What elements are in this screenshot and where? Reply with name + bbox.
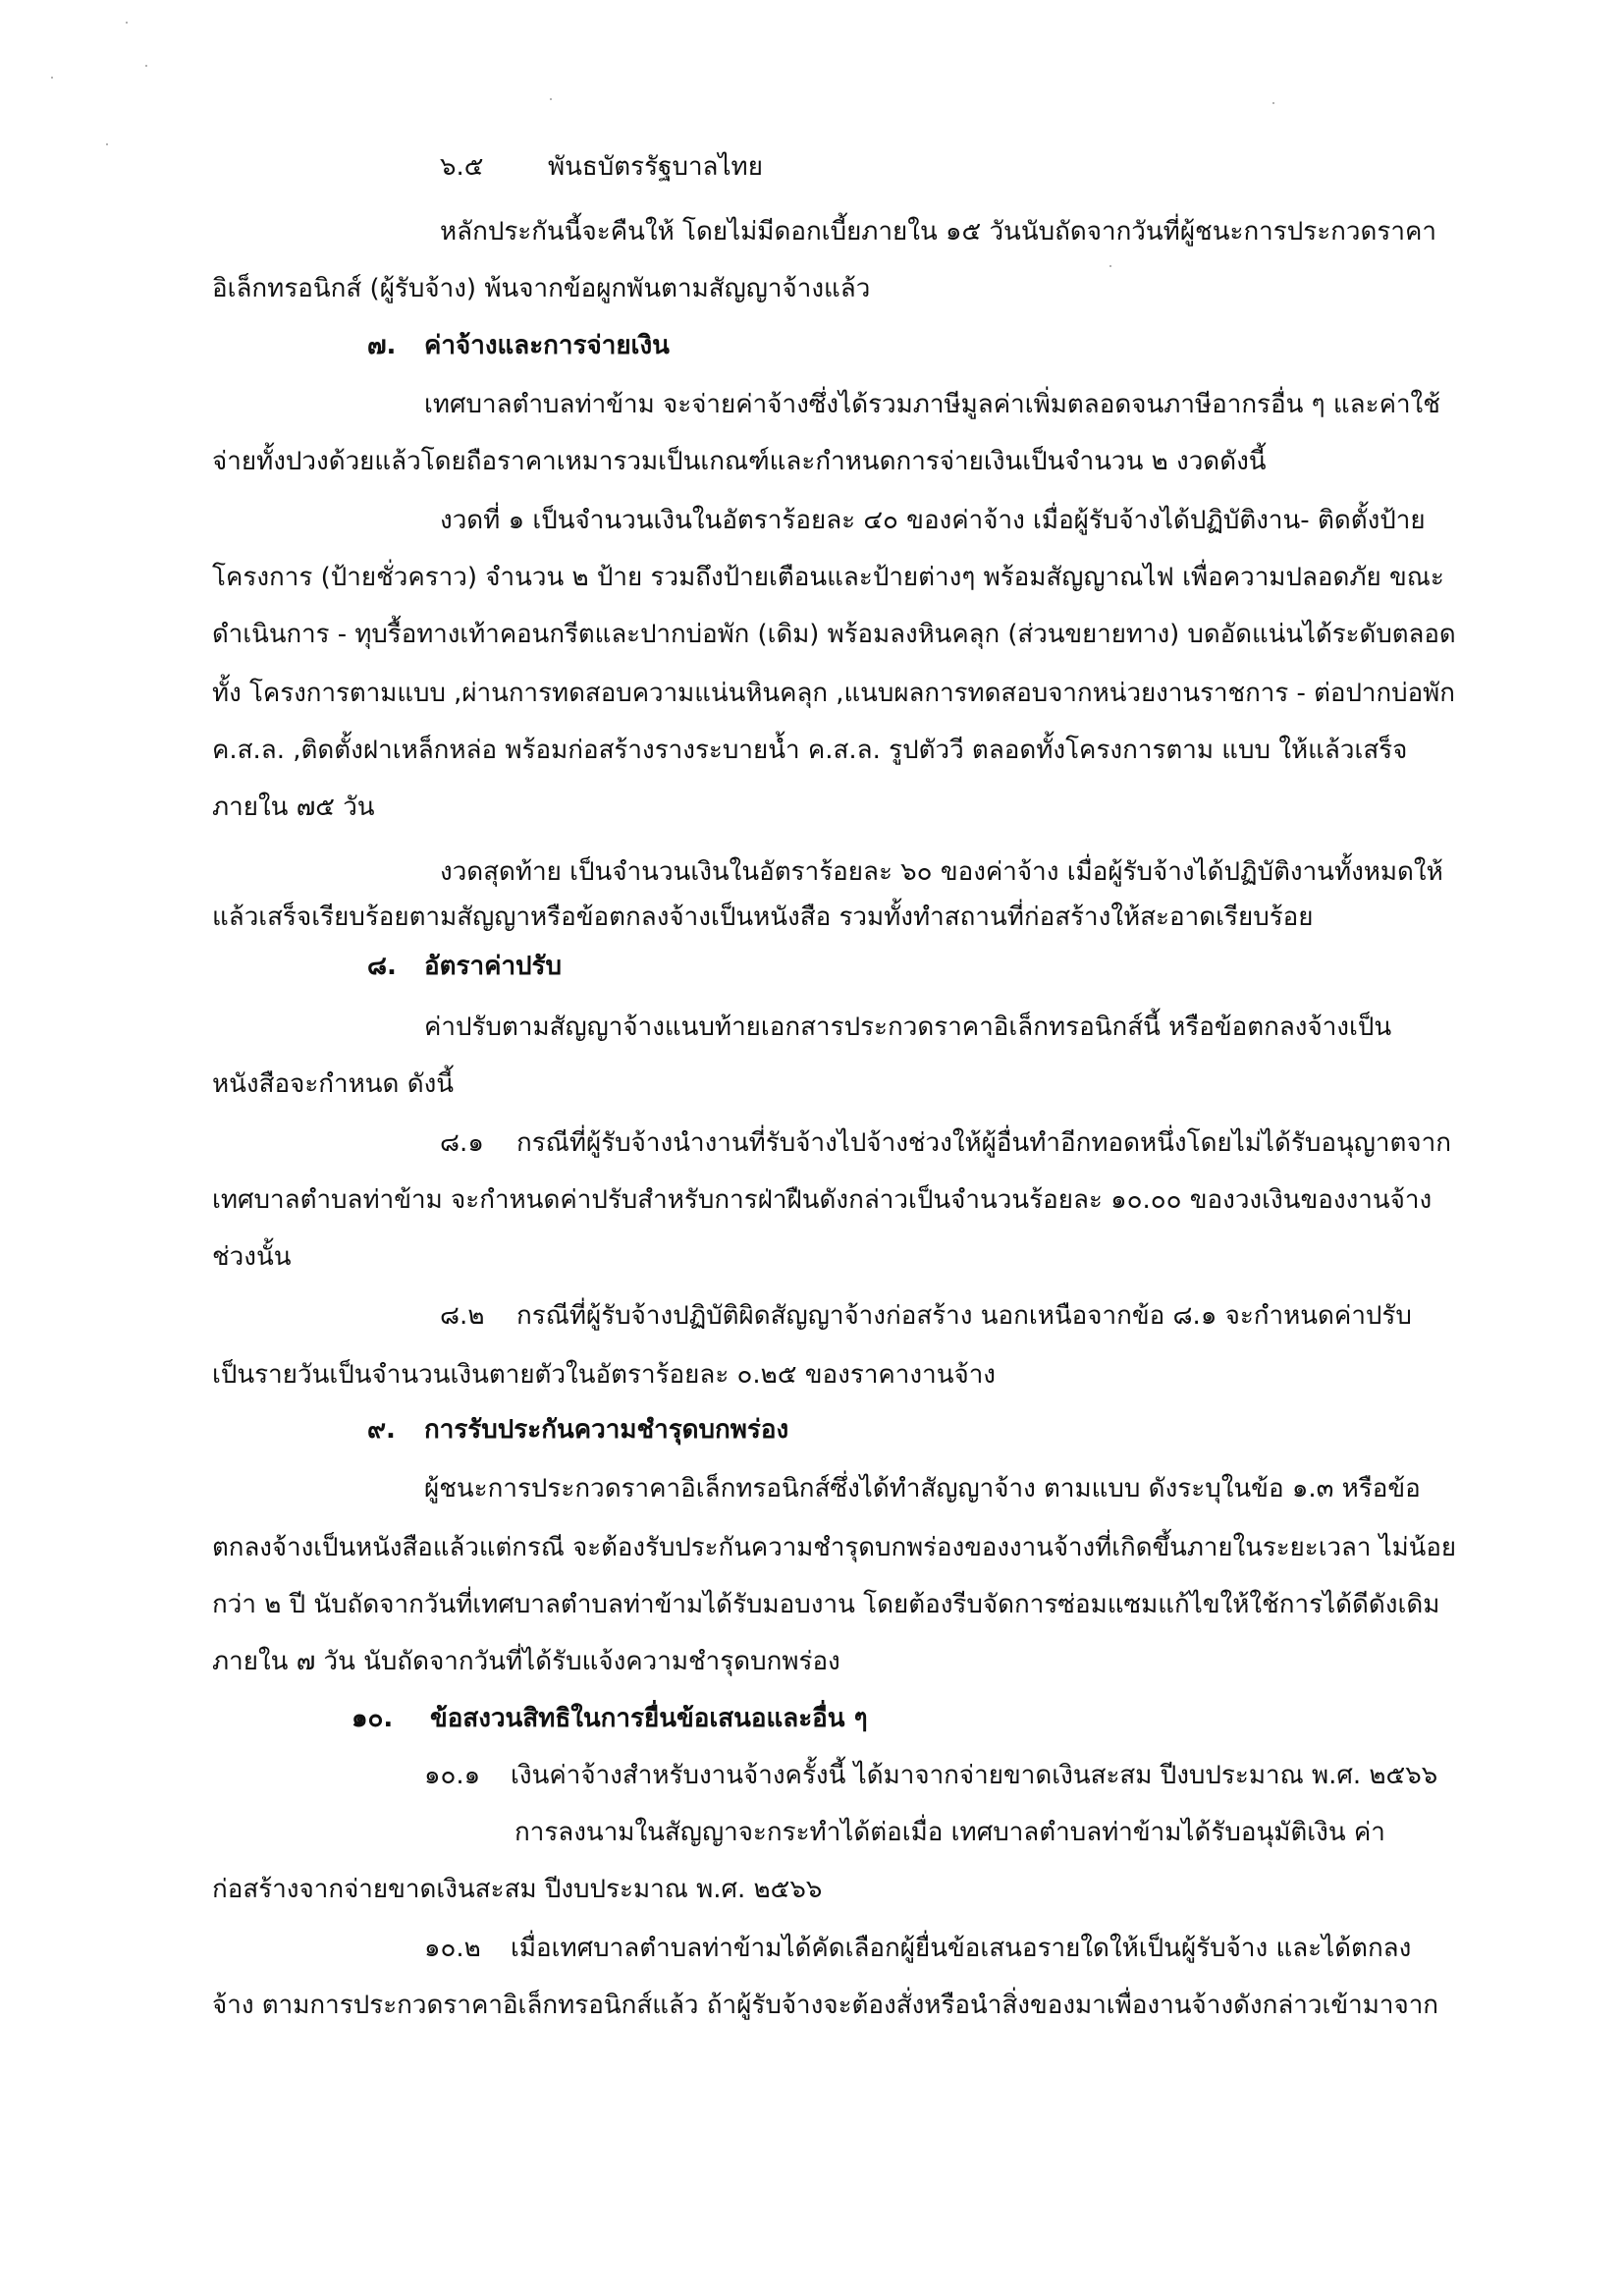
section-number: ๙. [367, 1415, 396, 1445]
list-item [440, 1125, 1451, 1161]
section-heading [352, 1701, 868, 1736]
paragraph-line: ก่อสร้างจากจ่ายขาดเงินสะสม ปีงบประมาณ พ.ศ. ๒๕๖๖ [212, 1875, 823, 1904]
paragraph-text: พันธบัตรรัฐบาลไทย [548, 152, 763, 182]
list-item [440, 1298, 1412, 1334]
paragraph-line: หลักประกันนี้จะคืนให้ โดยไม่มีดอกเบี้ยภายใน ๑๕ วันนับถัดจากวันที่ผู้ชนะการประกวดราคา [440, 217, 1436, 246]
paragraph-line: เทศบาลตำบลท่าข้าม จะจ่ายค่าจ้างซึ่งได้รวมภาษีมูลค่าเพิ่มตลอดจนภาษีอากรอื่น ๆ และค่าใช้ [424, 390, 1440, 419]
section-number: ๑๐.๑ [424, 1761, 481, 1790]
paragraph-line: เทศบาลตำบลท่าข้าม จะกำหนดค่าปรับสำหรับการฝ่าฝืนดังกล่าวเป็นจำนวนร้อยละ ๑๐.๐๐ ของวงเงินของงานจ้าง [212, 1185, 1433, 1215]
paragraph-line: งวดสุดท้าย เป็นจำนวนเงินในอัตราร้อยละ ๖๐ ของค่าจ้าง เมื่อผู้รับจ้างได้ปฏิบัติงานทั้งหมดให้ [440, 857, 1443, 887]
scan-speck [145, 65, 147, 67]
paragraph-line: อิเล็กทรอนิกส์ (ผู้รับจ้าง) พ้นจากข้อผูกพันตามสัญญาจ้างแล้ว [212, 274, 871, 303]
scan-speck [1272, 102, 1274, 104]
list-item [440, 149, 763, 185]
paragraph-line: แล้วเสร็จเรียบร้อยตามสัญญาหรือข้อตกลงจ้างเป็นหนังสือ รวมทั้งทำสถานที่ก่อสร้างให้สะอาดเรียบร้อย [212, 902, 1314, 932]
paragraph-text: กรณีที่ผู้รับจ้างนำงานที่รับจ้างไปจ้างช่วงให้ผู้อื่นทำอีกทอดหนึ่งโดยไม่ได้รับอนุญาตจาก [516, 1128, 1451, 1158]
paragraph-line: ภายใน ๗๕ วัน [212, 793, 375, 822]
section-title: อัตราค่าปรับ [424, 952, 563, 981]
paragraph-line: กว่า ๒ ปี นับถัดจากวันที่เทศบาลตำบลท่าข้ามได้รับมอบงาน โดยต้องรีบจัดการซ่อมแซมแก้ไขให้ใช้การได้ดีดังเดิม [212, 1590, 1440, 1619]
scan-speck [550, 98, 552, 100]
section-number: ๑๐.๒ [424, 1934, 481, 1963]
paragraph-line: การลงนามในสัญญาจะกระทำได้ต่อเมื่อ เทศบาลตำบลท่าข้ามได้รับอนุมัติเงิน ค่า [514, 1818, 1385, 1847]
section-number: ๖.๕ [440, 152, 484, 182]
paragraph-line: ค.ส.ล. ,ติดตั้งฝาเหล็กหล่อ พร้อมก่อสร้างรางระบายน้ำ ค.ส.ล. รูปตัววี ตลอดทั้งโครงการตาม แบบ ให้แล้วเสร็จ [212, 736, 1408, 765]
paragraph-line: จ่ายทั้งปวงด้วยแล้วโดยถือราคาเหมารวมเป็นเกณฑ์และกำหนดการจ่ายเงินเป็นจำนวน ๒ งวดดังนี้ [212, 447, 1267, 476]
section-number: ๗. [367, 331, 397, 360]
paragraph-line: เป็นรายวันเป็นจำนวนเงินตายตัวในอัตราร้อยละ ๐.๒๕ ของราคางานจ้าง [212, 1360, 997, 1390]
paragraph-line: ทั้ง โครงการตามแบบ ,ผ่านการทดสอบความแน่นหินคลุก ,แนบผลการทดสอบจากหน่วยงานราชการ - ต่อปากบ่อพัก [212, 679, 1455, 708]
paragraph-line: ตกลงจ้างเป็นหนังสือแล้วแต่กรณี จะต้องรับประกันความชำรุดบกพร่องของงานจ้างที่เกิดขึ้นภายในระยะเวลา ไม่น้อย [212, 1533, 1457, 1562]
paragraph-line: ค่าปรับตามสัญญาจ้างแนบท้ายเอกสารประกวดราคาอิเล็กทรอนิกส์นี้ หรือข้อตกลงจ้างเป็น [424, 1012, 1392, 1042]
section-number: ๑๐. [352, 1704, 394, 1733]
section-heading [367, 1412, 788, 1448]
scan-speck [106, 143, 108, 145]
section-title: ข้อสงวนสิทธิในการยื่นข้อเสนอและอื่น ๆ [430, 1704, 868, 1733]
section-number: ๘.๑ [440, 1128, 484, 1158]
section-heading [367, 328, 670, 363]
scan-speck [126, 22, 128, 24]
paragraph-line: โครงการ (ป้ายชั่วคราว) จำนวน ๒ ป้าย รวมถึงป้ายเตือนและป้ายต่างๆ พร้อมสัญญาณไฟ เพื่อความปลอดภัย ขณะ [212, 563, 1444, 592]
paragraph-line: จ้าง ตามการประกวดราคาอิเล็กทรอนิกส์แล้ว ถ้าผู้รับจ้างจะต้องสั่งหรือนำสิ่งของมาเพื่องานจ้างดังกล่าวเข้ามาจาก [212, 1991, 1439, 2020]
paragraph-line: ดำเนินการ - ทุบรื้อทางเท้าคอนกรีตและปากบ่อพัก (เดิม) พร้อมลงหินคลุก (ส่วนขยายทาง) บดอัดแน่นได้ระดับตลอด [212, 620, 1456, 649]
paragraph-line: ผู้ชนะการประกวดราคาอิเล็กทรอนิกส์ซึ่งได้ทำสัญญาจ้าง ตามแบบ ดังระบุในข้อ ๑.๓ หรือข้อ [424, 1474, 1421, 1503]
paragraph-line: งวดที่ ๑ เป็นจำนวนเงินในอัตราร้อยละ ๔๐ ของค่าจ้าง เมื่อผู้รับจ้างได้ปฏิบัติงาน- ติดตั้งป้าย [440, 506, 1426, 535]
paragraph-text: เงินค่าจ้างสำหรับงานจ้างครั้งนี้ ได้มาจากจ่ายขาดเงินสะสม ปีงบประมาณ พ.ศ. ๒๕๖๖ [511, 1761, 1438, 1790]
scan-speck [51, 77, 53, 79]
paragraph-line: ช่วงนั้น [212, 1242, 292, 1272]
list-item [424, 1931, 1411, 1966]
scan-speck [1109, 265, 1111, 267]
paragraph-line: หนังสือจะกำหนด ดังนี้ [212, 1069, 455, 1099]
section-heading [367, 949, 562, 984]
list-item [424, 1758, 1437, 1793]
paragraph-line: ภายใน ๗ วัน นับถัดจากวันที่ได้รับแจ้งความชำรุดบกพร่อง [212, 1647, 840, 1676]
section-number: ๘. [367, 952, 397, 981]
section-title: การรับประกันความชำรุดบกพร่อง [424, 1415, 789, 1445]
section-title: ค่าจ้างและการจ่ายเงิน [424, 331, 670, 360]
paragraph-text: กรณีที่ผู้รับจ้างปฏิบัติผิดสัญญาจ้างก่อสร้าง นอกเหนือจากข้อ ๘.๑ จะกำหนดค่าปรับ [516, 1301, 1412, 1331]
paragraph-text: เมื่อเทศบาลตำบลท่าข้ามได้คัดเลือกผู้ยื่นข้อเสนอรายใดให้เป็นผู้รับจ้าง และได้ตกลง [511, 1934, 1412, 1963]
section-number: ๘.๒ [440, 1301, 485, 1331]
